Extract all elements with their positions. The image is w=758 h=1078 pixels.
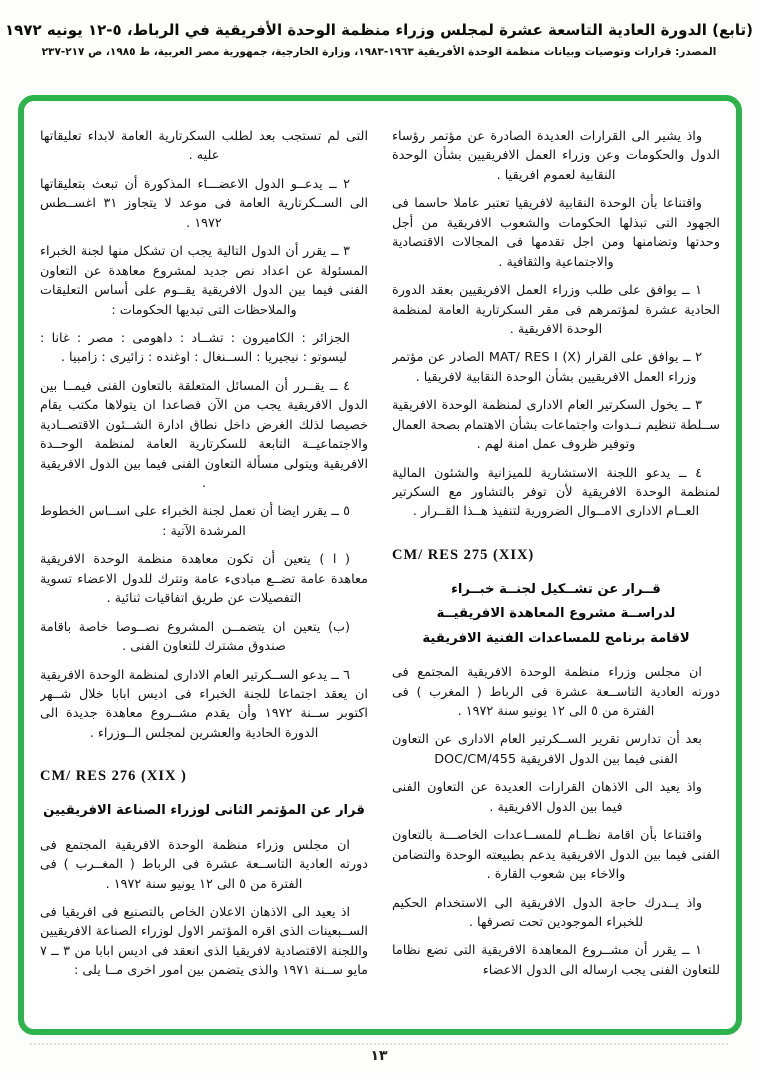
paragraph: ٦ ــ يدعو الســكرتير العام الادارى لمنظمة الوحدة الافريقية ان يعقد اجتماعا للجنة الخبراء فى اديس ابابا خلال شــهر اكتوبر ســنة ١٩٧٢ وأن يقدم مشــروع معاهدة جديدة الى الدورة الحادية والعشرين لمجلس الــوزراء .: [40, 667, 368, 741]
paragraph: ٢ ــ يدعــو الدول الاعضـــاء المذكورة أن تبعث بتعليقاتها الى الســكرتارية العامة فى موعد لا يتجاوز ٣١ اغســطس ١٩٧٢ .: [40, 176, 368, 231]
resolution-title-line: لدراســة مشروع المعاهدة الافريقيــة: [436, 606, 676, 622]
resolution-title: [392, 578, 720, 651]
paragraph: ١ ــ يوافق على طلب وزراء العمل الافريقيين بعقد الدورة الحادية عشرة لمؤتمرهم فى مقر السكرتارية العامة لمنظمة الوحدة الافريقية .: [392, 283, 720, 337]
paragraph: ٥ ــ يقرر ايضا أن تعمل لجنة الخبراء على اســاس الخطوط المرشدة الآتية :: [40, 504, 350, 539]
resolution-title-line: قــرار عن تشــكيل لجنــة خبــراء: [451, 581, 661, 597]
left-column: [40, 127, 368, 1021]
resolution-title: [40, 799, 368, 823]
paragraph: واذ يعيد الى الاذهان القرارات العديدة عن التعاون الفنى فيما بين الدول الافريقية .: [392, 780, 702, 815]
paragraph: ٤ ــ يدعو اللجنة الاستشارية للميزانية والشئون المالية لمنظمة الوحدة الافريقية لأن توفر بالتشاور مع السكرتير العــام الادارى الامــوال الضرورية لتنفيذ هــذا القــرار .: [392, 465, 720, 520]
paragraph: اذ يعيد الى الاذهان الاعلان الخاص بالتصنيع فى افريقيا فى الســبعينات الذى اقره المؤتمر الاول لوزراء الصناعة الافريقيين واللجنة الاقتصادية لافريقيا الذى انعقد فى اديس ابابا من ٣ ــ ٧ مايو ســنة ١٩٧١ والذى يتضمن بين امور اخرى مــا يلى :: [40, 905, 368, 979]
resolution-title-line: قرار عن المؤتمر الثانى لوزراء الصناعة الافريقيين: [43, 803, 365, 819]
content-frame: [18, 95, 742, 1035]
paragraph: التى لم تستجب بعد لطلب السكرتارية العامة لابداء تعليقاتها عليه .: [40, 129, 368, 164]
paragraph: ٣ ــ يقرر أن الدول التالية يجب ان تشكل منها لجنة الخبراء المسئولة عن اعداد نص جديد لمشروع معاهدة عن التعاون الفنى فيما بين الدول الافريقية يقــوم على أساس التعليقات والملاحظات التى تبديها الحكومات :: [40, 244, 368, 318]
paragraph: بعد أن تدارس تقرير الســكرتير العام الادارى عن التعاون الفنى فيما بين الدول الافريقية DOC/CM/455: [392, 732, 702, 767]
paragraph: الجزائر : الكاميرون : تشــاد : داهومى : مصر : غانا : ليسوتو : نيجيريا : الســنغال : اوغنده : زائيرى : زامبيا .: [40, 330, 350, 366]
right-column: [392, 127, 720, 1021]
paragraph: واذ يشير الى القرارات العديدة الصادرة عن مؤتمر رؤساء الدول والحكومات وعن وزراء العمل الافريقيين بشأن الوحدة النقابية لعموم افريقيا .: [392, 129, 720, 183]
paragraph: (ب) يتعين ان يتضمــن المشروع نصــوصا خاصة باقامة صندوق مشترك للتعاون الفنى .: [40, 619, 350, 655]
resolution-code: CM/ RES 276 (XIX ): [40, 768, 187, 785]
paragraph: ٣ ــ يخول السكرتير العام الادارى لمنظمة الوحدة الافريقية ســلطة تنظيم نــدوات واجتماعات بشأن الاهتمام بصحة العمال وتوفير ظروف عمل امنة لهم .: [392, 398, 720, 453]
two-column-layout: [40, 127, 720, 1021]
resolution-code: CM/ RES 275 (XIX): [392, 546, 535, 563]
paragraph: ١ ــ يقرر أن مشــروع المعاهدة الافريقية التى تضع نظاما للتعاون الفنى يجب ارساله الى الدول الاعضاء: [392, 943, 720, 978]
scan-artifact-line: [30, 1043, 728, 1045]
document-title: (تابع) الدورة العادية التاسعة عشرة لمجلس وزراء منظمة الوحدة الأفريقية في الرباط، ٥-١٢ يونيه ١٩٧٢: [5, 21, 753, 39]
paragraph: واقتناعا بأن اقامة نظــام للمســاعدات الخاصـــة بالتعاون الفنى فيما بين الدول الافريقية يدعم بطبيعته الوحدة والتضامن والاخاء بين شعوب القارة .: [392, 828, 720, 883]
source-line: المصدر: قرارات وتوصيات وبيانات منظمة الوحدة الأفريقية ١٩٦٣-١٩٨٣، وزارة الخارجية، جمهورية مصر العربية، ط ١٩٨٥، ص ٢١٧-٢٣٧: [41, 46, 717, 58]
resolution-title-line: لاقامة برنامج للمساعدات الفنية الافريقية: [422, 630, 690, 646]
paragraph: ( ا ) يتعين أن تكون معاهدة منظمة الوحدة الافريقية معاهدة عامة تضــع مبادىء عامة وتترك للدول الاعضاء تسوية التفصيلات عن طريق اتفاقيات ثنائية .: [40, 552, 368, 607]
paragraph: ان مجلس وزراء منظمة الوحدة الافريقية المجتمع فى دورته العادية التاســعة عشرة فى الرباط ( المغرب ) فى الفترة من ٥ الى ١٢ يونيو سنة ١٩٧٢ .: [392, 665, 720, 720]
page-header: [0, 0, 758, 58]
paragraph: واذ يــدرك حاجة الدول الافريقية الى الاستخدام الحكيم للخبراء الموجودين تحت تصرفها .: [392, 895, 702, 930]
paragraph: ٢ ــ يوافق على القرار MAT/ RES I (X) الصادر عن مؤتمر وزراء العمل الافريقيين بشأن الوحدة النقابية لافريقيا .: [392, 350, 702, 385]
paragraph: ٤ ــ يقــرر أن المسائل المتعلقة بالتعاون الفنى فيمــا بين الدول الافريقية يجب من الآن فصاعدا ان يتولاها مكتب يقام خصيصا لذلك الغرض داخل نطاق ادارة الشــئون الاقتصــادية والاجتماعيــة التابعة للسكرتارية العامة لمنظمة الوحــدة الافريقية ويتولى مسألة التعاون الفنى فيما بين الدول الافريقية .: [40, 378, 368, 491]
paragraph: واقتناعا بأن الوحدة النقابية لافريقيا تعتبر عاملا حاسما فى الجهود التى تبذلها الحكومات والشعوب الافريقية من أجل وحدتها وتضامنها ومن اجل تقدمها فى المجالات الاقتصادية والاجتماعية والثقافية .: [392, 196, 720, 270]
page-number: ١٣: [370, 1048, 388, 1064]
paragraph: ان مجلس وزراء منظمة الوحدة الافريقية المجتمع فى دورته العادية التاســعة عشرة فى الرباط ( المغــرب ) فى الفترة من ٥ الى ١٢ يونيو سنة ١٩٧٢ .: [40, 837, 368, 892]
